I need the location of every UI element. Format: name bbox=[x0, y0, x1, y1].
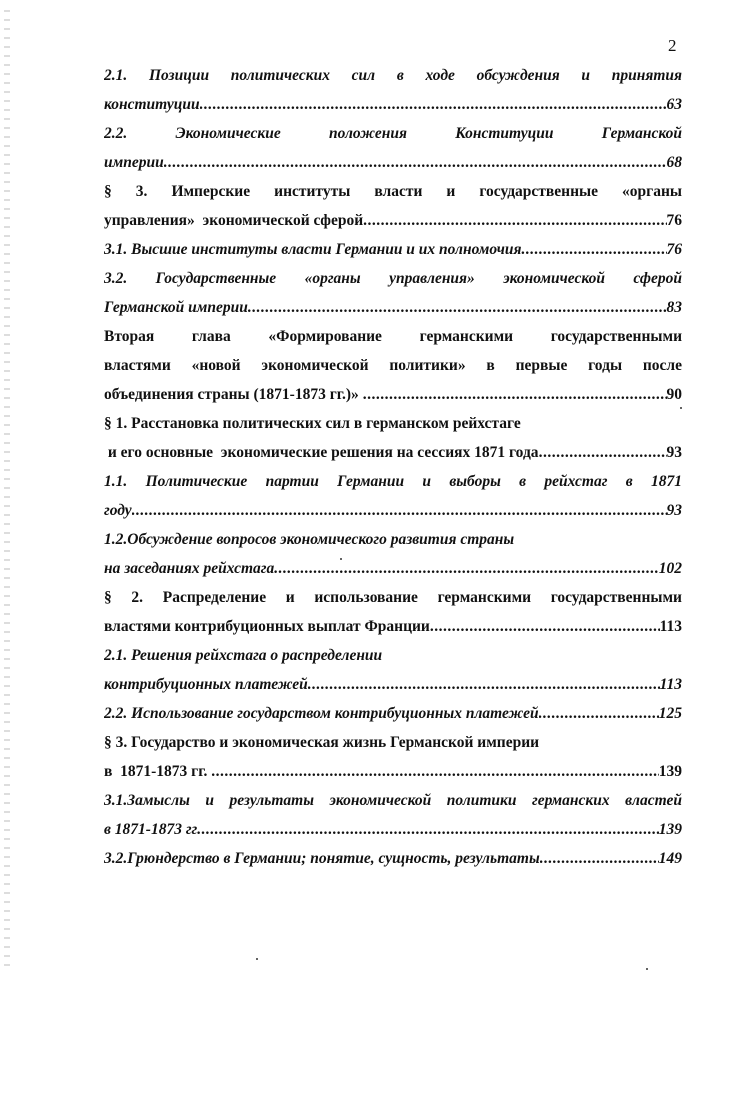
dot-leader bbox=[363, 380, 667, 409]
toc-ch2-entry-3-2 bbox=[104, 844, 682, 873]
toc-ch2-entry-2-1-title: 2.1. Решения рейхстага о распределении bbox=[104, 647, 383, 664]
toc-entry-text: 3.1. Высшие институты власти Германии и их полномочия bbox=[104, 241, 522, 258]
toc-ch2-entry-1-2-title: 1.2.Обсуждение вопросов экономического развития страны bbox=[104, 531, 515, 548]
toc-entry-text: конституции bbox=[104, 96, 200, 113]
toc-page-number: 149 bbox=[658, 850, 682, 867]
toc-page-number: 63 bbox=[666, 96, 682, 113]
toc-page-number: 102 bbox=[658, 560, 682, 577]
toc-entry-2-1-leader bbox=[104, 90, 682, 119]
dot-leader bbox=[200, 90, 667, 119]
toc-entry-3-2-leader bbox=[104, 293, 682, 322]
toc-page-number: 76 bbox=[666, 212, 682, 229]
toc-ch2-entry-2-2 bbox=[104, 699, 682, 728]
toc-ch2-section-2-title: § 2. Распределение и использование германскими государственными bbox=[104, 589, 682, 606]
scan-speck bbox=[646, 968, 648, 970]
toc-entry-text: контрибуционных платежей bbox=[104, 676, 308, 693]
toc-entry-text: 3.2.Грюндерство в Германии; понятие, сущность, результаты bbox=[104, 850, 540, 867]
dot-leader bbox=[164, 148, 667, 177]
dot-leader bbox=[363, 206, 666, 235]
toc-ch2-section-3-leader bbox=[104, 757, 682, 786]
toc-ch2-section-2-leader bbox=[104, 612, 682, 641]
toc-entry-text: Германской империи bbox=[104, 299, 248, 316]
toc-chapter-2-title-line-1: Вторая глава «Формирование германскими государственными bbox=[104, 328, 682, 345]
dot-leader bbox=[197, 815, 658, 844]
toc-ch2-section-1-title: § 1. Расстановка политических сил в германском рейхстаге bbox=[104, 415, 521, 432]
toc-page-number: 90 bbox=[666, 386, 682, 403]
dot-leader bbox=[308, 670, 660, 699]
toc-chapter-2-leader bbox=[104, 380, 682, 409]
dot-leader bbox=[211, 757, 659, 786]
toc-entry-text: империи bbox=[104, 154, 164, 171]
page-number: 2 bbox=[668, 36, 677, 55]
toc-entry-text: и его основные экономические решения на сессиях 1871 года bbox=[104, 444, 539, 461]
toc-page-number: 83 bbox=[666, 299, 682, 316]
toc-entry-text: году bbox=[104, 502, 132, 519]
toc-ch2-section-1-leader bbox=[104, 438, 682, 467]
toc-page-number: 68 bbox=[666, 154, 682, 171]
toc-chapter-2-title-line-2: властями «новой экономической политики» в первые годы после bbox=[104, 357, 682, 374]
toc-page-number: 76 bbox=[666, 241, 682, 258]
toc-entry-text: властями контрибуционных выплат Франции bbox=[104, 618, 430, 635]
toc-page-number: 93 bbox=[666, 444, 682, 461]
toc-ch2-entry-3-1-title: 3.1.Замыслы и результаты экономической политики германских властей bbox=[104, 792, 682, 809]
toc-entry-text: объединения страны (1871-1873 гг.)» bbox=[104, 386, 363, 403]
dot-leader bbox=[132, 496, 667, 525]
toc-entry-text: управления» экономической сферой bbox=[104, 212, 364, 229]
dot-leader bbox=[430, 612, 660, 641]
toc-page-number: 139 bbox=[658, 821, 682, 838]
toc-page-number: 113 bbox=[659, 618, 682, 635]
toc-section-3-title: § 3. Имперские институты власти и государственные «органы bbox=[104, 183, 682, 200]
dot-leader bbox=[248, 293, 667, 322]
dot-leader bbox=[539, 438, 667, 467]
toc-ch2-entry-1-2-leader bbox=[104, 554, 682, 583]
toc-entry-text: в 1871-1873 гг. bbox=[104, 763, 212, 780]
table-of-contents bbox=[104, 61, 682, 873]
toc-ch2-entry-1-1-title: 1.1. Политические партии Германии и выборы в рейхстаг в 1871 bbox=[104, 473, 682, 490]
toc-page-number: 125 bbox=[658, 705, 682, 722]
toc-entry-2-2-title: 2.2. Экономические положения Конституции Германской bbox=[104, 125, 682, 142]
toc-entry-text: в 1871-1873 гг bbox=[104, 821, 198, 838]
toc-ch2-section-3-title: § 3. Государство и экономическая жизнь Германской империи bbox=[104, 734, 540, 751]
toc-entry-text: на заседаниях рейхстага bbox=[104, 560, 275, 577]
toc-page-number: 93 bbox=[666, 502, 682, 519]
toc-ch2-entry-1-1-leader bbox=[104, 496, 682, 525]
toc-page-number: 139 bbox=[658, 763, 682, 780]
toc-page-number: 113 bbox=[659, 676, 682, 693]
toc-entry-text: 2.2. Использование государством контрибуционных платежей bbox=[104, 705, 539, 722]
scan-edge-artifact bbox=[4, 10, 10, 970]
toc-entry-2-2-leader bbox=[104, 148, 682, 177]
toc-ch2-entry-2-1-leader bbox=[104, 670, 682, 699]
toc-entry-2-1-title: 2.1. Позиции политических сил в ходе обсуждения и принятия bbox=[104, 67, 682, 84]
toc-ch2-entry-3-1-leader bbox=[104, 815, 682, 844]
dot-leader bbox=[539, 699, 659, 728]
toc-section-3-leader bbox=[104, 206, 682, 235]
dot-leader bbox=[274, 554, 659, 583]
toc-entry-3-2-title: 3.2. Государственные «органы управления» экономической сферой bbox=[104, 270, 682, 287]
scan-speck bbox=[256, 958, 258, 960]
dot-leader bbox=[540, 844, 659, 873]
toc-entry-3-1 bbox=[104, 235, 682, 264]
dot-leader bbox=[521, 235, 666, 264]
